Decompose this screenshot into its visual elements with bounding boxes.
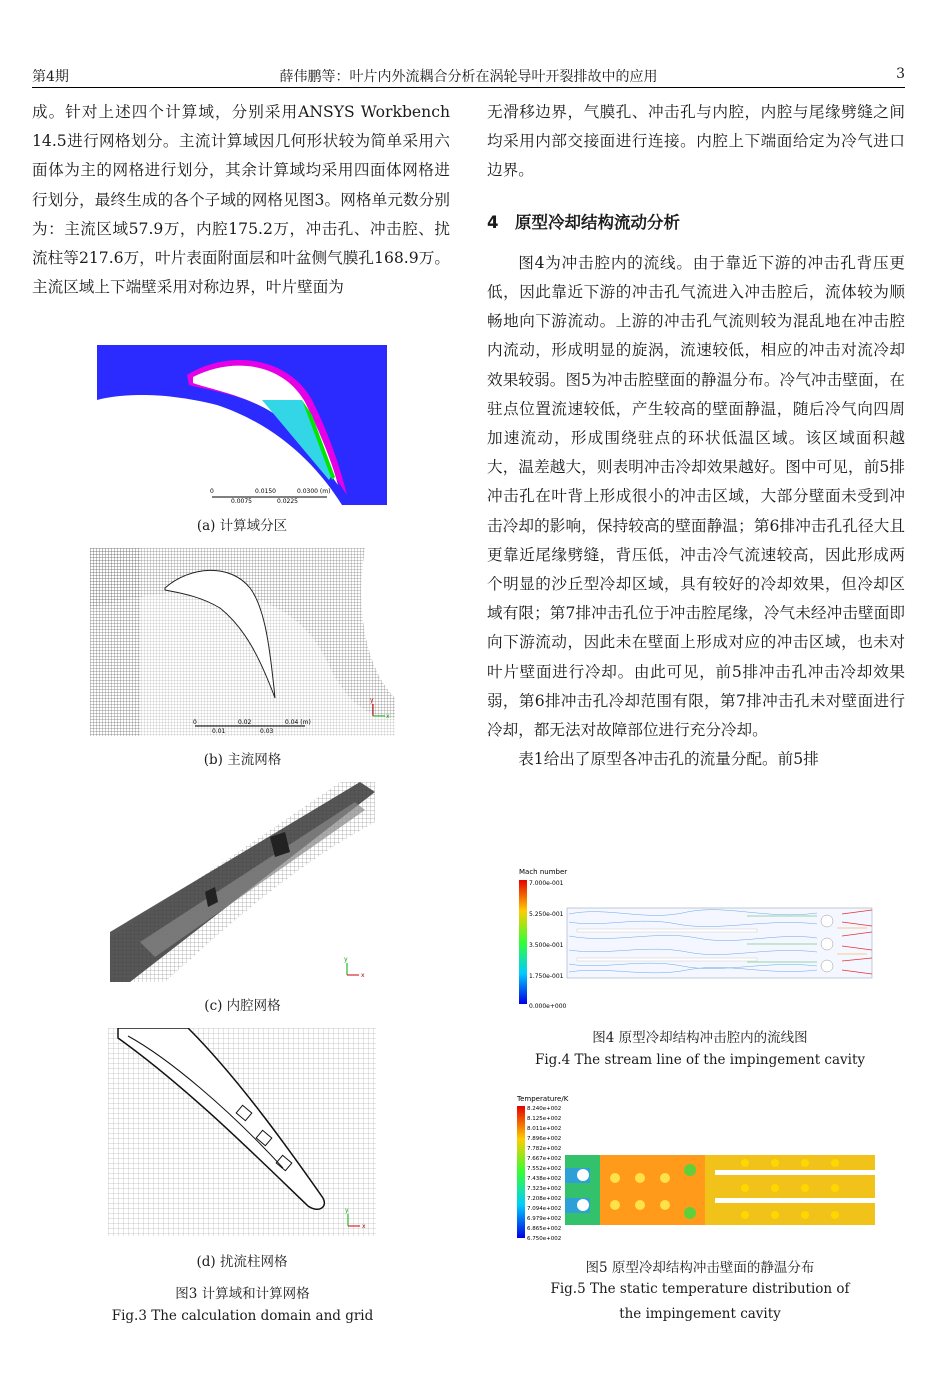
- fig3d-label: (d) 扰流柱网格: [196, 1254, 288, 1270]
- right-column: [487, 98, 905, 774]
- svg-text:0.03: 0.03: [260, 728, 274, 735]
- fig3a-domain-image: [97, 345, 387, 505]
- svg-text:6.865e+002: 6.865e+002: [527, 1226, 562, 1232]
- svg-text:1.750e-001: 1.750e-001: [529, 973, 564, 980]
- fig4-caption-en: Fig.4 The stream line of the impingement cavity: [534, 1052, 866, 1068]
- svg-text:0: 0: [210, 488, 214, 495]
- fig3b-label: (b) 主流网格: [203, 752, 282, 768]
- svg-text:7.323e+002: 7.323e+002: [527, 1186, 562, 1192]
- svg-text:x: x: [362, 1223, 366, 1230]
- svg-text:0.02: 0.02: [238, 719, 252, 726]
- svg-text:0.0075: 0.0075: [231, 498, 252, 505]
- right-paragraph-2: 图4为冲击腔内的流线。由于靠近下游的冲击孔背压更低，因此靠近下游的冲击孔气流进入冲击腔后，流体较为顺畅地向下游流动。上游的冲击孔气流则较为混乱地在冲击腔内流动，形成明显的旋涡，流速较低，相应的冲击对流冷却效果较弱。图5为冲击腔壁面的静温分布。冷气冲击壁面，在驻点位置流速较低，产生较高的壁面静温，随后冷气向四周加速流动，形成围绕驻点的环状低温区域。该区域面积越大，温差越大，则表明冲击冷却效果越好。图中可见，前5排冲击孔在叶背上形成很小的冲击区域，大部分壁面未受到冲击冷却的影响，保持较高的壁面静温；第6排冲击孔孔径大且更靠近尾缘劈缝，背压低，冲击冷气流速较高，因此形成两个明显的沙丘型冷却区域，具有较好的冷却效果，但冷却区域有限；第7排冲击孔位于冲击腔尾缘，冷气未经冲击壁面即向下游流动，因此未在壁面上形成对应的冲击区域，也未对叶片壁面进行冷却。由此可见，前5排冲击孔冲击冷却效果弱，第6排冲击孔冷却范围有限，第7排冲击孔未对壁面进行冷却，都无法对故障部位进行充分冷却。: [487, 253, 905, 740]
- svg-text:0.000e+000: 0.000e+000: [529, 1003, 567, 1010]
- right-paragraph-1: 无滑移边界，气膜孔、冲击孔与内腔，内腔与尾缘劈缝之间均采用内部交接面进行连接。内腔上下端面给定为冷气进口边界。: [487, 103, 905, 180]
- running-title: 薛伟鹏等：叶片内外流耦合分析在涡轮导叶开裂排故中的应用: [279, 69, 658, 85]
- svg-text:y: y: [370, 697, 374, 704]
- svg-text:0.0300 (m): 0.0300 (m): [297, 488, 331, 495]
- svg-text:8.125e+002: 8.125e+002: [527, 1116, 562, 1122]
- svg-text:7.782e+002: 7.782e+002: [527, 1146, 562, 1152]
- fig5-temperature-image: [515, 1093, 880, 1243]
- fig4-caption-cn: 图4 原型冷却结构冲击腔内的流线图: [592, 1030, 808, 1046]
- svg-text:8.240e+002: 8.240e+002: [527, 1106, 562, 1112]
- fig5-caption-en-line1: Fig.5 The static temperature distribution of: [550, 1281, 850, 1297]
- svg-text:7.896e+002: 7.896e+002: [527, 1136, 562, 1142]
- section-heading: 4 原型冷却结构流动分析: [487, 212, 680, 232]
- fig5-legend-title: Temperature/K: [517, 1095, 569, 1103]
- svg-text:0.01: 0.01: [212, 728, 226, 735]
- svg-text:7.000e-001: 7.000e-001: [529, 880, 564, 887]
- fig5-caption-cn: 图5 原型冷却结构冲击壁面的静温分布: [585, 1260, 815, 1276]
- svg-text:3.500e-001: 3.500e-001: [529, 942, 564, 949]
- page-number: 3: [896, 66, 905, 82]
- svg-text:5.250e-001: 5.250e-001: [529, 911, 564, 918]
- fig4-legend-title: Mach number: [519, 868, 568, 876]
- fig3-caption-en: Fig.3 The calculation domain and grid: [111, 1308, 374, 1324]
- svg-text:7.667e+002: 7.667e+002: [527, 1156, 562, 1162]
- fig5-caption-en-line2: the impingement cavity: [619, 1306, 781, 1322]
- svg-text:0: 0: [193, 719, 197, 726]
- svg-text:y: y: [344, 956, 348, 963]
- svg-text:x: x: [361, 972, 365, 979]
- fig3c-mesh-image: [110, 782, 375, 982]
- svg-text:0.04 (m): 0.04 (m): [285, 719, 311, 726]
- svg-text:8.011e+002: 8.011e+002: [527, 1126, 562, 1132]
- svg-text:7.438e+002: 7.438e+002: [527, 1176, 562, 1182]
- svg-text:7.094e+002: 7.094e+002: [527, 1206, 562, 1212]
- fig3a-label: (a) 计算域分区: [196, 518, 288, 534]
- fig3b-mesh-image: [90, 548, 395, 736]
- running-header: [32, 66, 905, 88]
- svg-text:6.750e+002: 6.750e+002: [527, 1236, 562, 1242]
- svg-text:6.979e+002: 6.979e+002: [527, 1216, 562, 1222]
- fig4-streamline-image: [517, 866, 877, 1016]
- svg-text:7.552e+002: 7.552e+002: [527, 1166, 562, 1172]
- svg-text:y: y: [345, 1207, 349, 1214]
- left-column: [32, 98, 450, 302]
- svg-text:0.0150: 0.0150: [255, 488, 276, 495]
- svg-text:7.208e+002: 7.208e+002: [527, 1196, 562, 1202]
- fig3-caption-cn: 图3 计算域和计算网格: [175, 1286, 310, 1302]
- svg-text:0.0225: 0.0225: [277, 498, 298, 505]
- svg-text:x: x: [386, 713, 390, 720]
- fig3c-label: (c) 内腔网格: [204, 998, 281, 1014]
- fig3d-mesh-image: [108, 1028, 376, 1236]
- right-paragraph-3: 表1给出了原型各冲击孔的流量分配。前5排: [518, 750, 819, 769]
- issue-number: 第4期: [32, 69, 69, 85]
- left-paragraph: 成。针对上述四个计算域，分别采用ANSYS Workbench 14.5进行网格划分。主流计算域因几何形状较为简单采用六面体为主的网格进行划分，其余计算域均采用四面体网格进行划分，最终生成的各个子域的网格见图3。网格单元数分别为：主流区域57.9万，内腔175.2万，冲击孔、冲击腔、扰流柱等217.6万，叶片表面附面层和叶盆侧气膜孔168.9万。主流区域上下端壁采用对称边界，叶片壁面为: [32, 103, 450, 297]
